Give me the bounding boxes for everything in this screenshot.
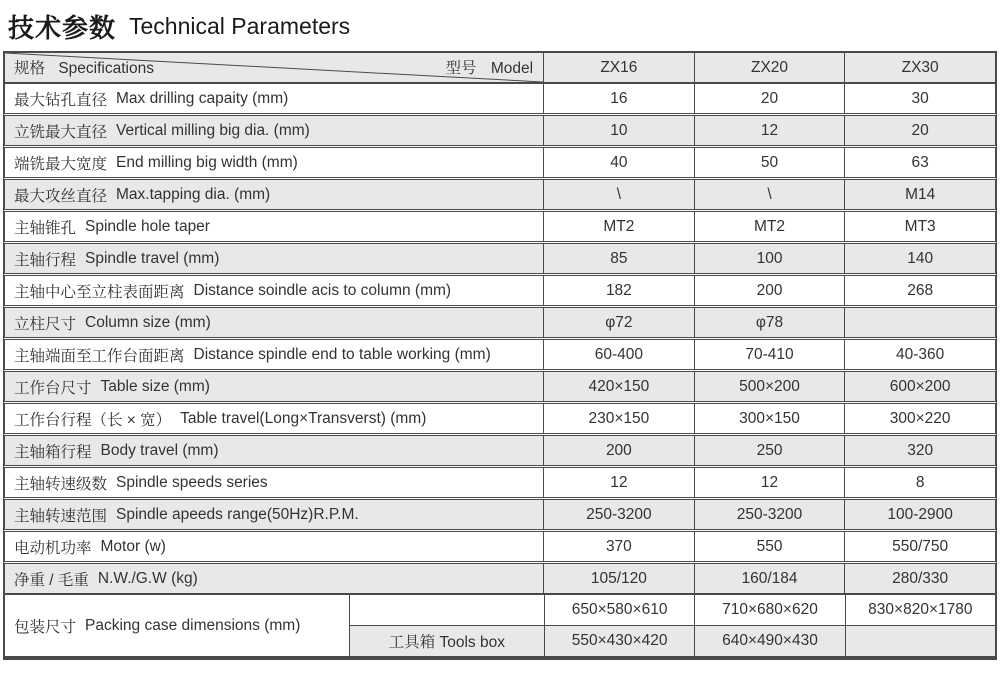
row-label-zh: 主轴中心至立柱表面距离 [14,283,185,301]
row-value-zx16: 420×150 [543,372,694,401]
table-header-row [4,52,996,83]
table-row [4,371,996,402]
row-label [5,212,543,241]
row-value-zx16: 40 [543,148,694,177]
column-header-zx20: ZX20 [694,53,845,82]
packing-case-value: 710×680×620 [694,595,844,625]
technical-parameters-table [3,51,997,660]
row-value-zx20: 160/184 [694,564,845,593]
row-label-zh: 立铣最大直径 [14,123,108,141]
row-value-zx16: 12 [543,468,694,497]
row-label-zh: 立柱尺寸 [14,315,77,333]
row-label-en: Table size (mm) [100,377,210,395]
column-header-zx16: ZX16 [543,53,694,82]
table-row [4,275,996,306]
row-label-zh: 净重 / 毛重 [14,571,89,589]
row-label-zh: 工作台尺寸 [14,379,92,397]
column-header-zx30: ZX30 [844,53,995,82]
row-label-zh: 最大攻丝直径 [14,187,108,205]
toolbox-value: 550×430×420 [544,626,694,656]
row-value-zx16: 16 [543,84,694,113]
row-label-en: Body travel (mm) [100,441,219,459]
model-header-label [446,56,534,78]
row-value-zx20: 12 [694,468,845,497]
row-label [5,532,543,561]
row-label [5,564,543,593]
table-row [4,339,996,370]
row-label [5,372,543,401]
table-body [4,83,996,594]
packing-dimensions-row [4,594,996,657]
table-row [4,531,996,562]
row-label [5,116,543,145]
row-label-zh: 主轴箱行程 [14,443,92,461]
table-row [4,147,996,178]
row-value-zx20: 20 [694,84,845,113]
row-label [5,340,543,369]
table-row [4,243,996,274]
toolbox-value: 640×490×430 [694,626,844,656]
packing-row-label-zh: 包装尺寸 [14,618,77,636]
table-row [4,179,996,210]
row-value-zx30: 320 [844,436,995,465]
row-value-zx30: 20 [844,116,995,145]
page-title [0,0,1000,45]
row-label [5,308,543,337]
row-label-en: Distance soindle acis to column (mm) [193,281,452,299]
row-value-zx20: 500×200 [694,372,845,401]
row-label-en: Max.tapping dia. (mm) [116,185,271,203]
packing-case-subrow [350,595,995,625]
row-label-zh: 端铣最大宽度 [14,155,108,173]
row-value-zx30: 550/750 [844,532,995,561]
row-value-zx20: φ78 [694,308,845,337]
row-value-zx20: 12 [694,116,845,145]
row-label [5,500,543,529]
row-label-en: Spindle travel (mm) [85,249,220,267]
table-row [4,403,996,434]
row-label [5,404,543,433]
row-label-en: Motor (w) [100,537,166,555]
toolbox-label: 工具箱 Tools box [388,634,505,651]
row-label [5,180,543,209]
row-value-zx30: 600×200 [844,372,995,401]
spec-header-label [14,56,154,78]
row-value-zx30: 100-2900 [844,500,995,529]
row-value-zx16: 85 [543,244,694,273]
row-value-zx30: 8 [844,468,995,497]
row-label-en: Spindle apeeds range(50Hz)R.P.M. [116,505,359,523]
row-label-en: Table travel(Long×Transverst) (mm) [180,409,427,427]
row-value-zx20: 250 [694,436,845,465]
row-label-en: Vertical milling big dia. (mm) [116,121,310,139]
row-value-zx20: 550 [694,532,845,561]
row-value-zx30: 63 [844,148,995,177]
packing-case-value: 830×820×1780 [845,595,995,625]
row-value-zx30: 40-360 [844,340,995,369]
row-label [5,244,543,273]
table-row [4,83,996,114]
row-value-zx16: 370 [543,532,694,561]
row-value-zx30: 30 [844,84,995,113]
row-value-zx30: 300×220 [844,404,995,433]
row-label-en: N.W./G.W (kg) [97,569,198,587]
row-value-zx16: \ [543,180,694,209]
row-label [5,436,543,465]
row-value-zx30 [844,308,995,337]
row-label [5,84,543,113]
row-value-zx30: MT3 [844,212,995,241]
row-value-zx16: 60-400 [543,340,694,369]
row-value-zx20: \ [694,180,845,209]
packing-subrows [349,595,995,656]
model-header-label-en: Model [490,60,534,77]
row-label-en: Column size (mm) [85,313,211,331]
table-row [4,307,996,338]
row-value-zx30: M14 [844,180,995,209]
row-label-en: Spindle speeds series [116,473,268,491]
packing-case-value: 650×580×610 [544,595,694,625]
row-value-zx16: 10 [543,116,694,145]
model-header-label-zh: 型号 [445,60,477,77]
table-row [4,467,996,498]
row-label-en: Distance spindle end to table working (mm) [193,345,491,363]
row-label-zh: 主轴转速级数 [14,475,108,493]
row-label [5,468,543,497]
page-title-en: Technical Parameters [129,13,351,39]
spec-header-label-en: Specifications [58,60,154,77]
row-label-zh: 主轴端面至工作台面距离 [14,347,185,365]
row-label-zh: 最大钻孔直径 [14,91,108,109]
row-value-zx20: 70-410 [694,340,845,369]
row-value-zx16: MT2 [543,212,694,241]
row-value-zx30: 268 [844,276,995,305]
row-value-zx20: MT2 [694,212,845,241]
spec-header-label-zh: 规格 [14,60,46,77]
row-label-zh: 工作台行程（长 × 宽） [14,411,172,429]
row-label-zh: 主轴行程 [14,251,77,269]
header-spec-model-cell [5,53,543,82]
table-row [4,563,996,594]
row-label [5,148,543,177]
packing-case-spacer-cell [350,595,544,625]
row-value-zx20: 50 [694,148,845,177]
table-row [4,499,996,530]
table-row [4,115,996,146]
row-value-zx20: 300×150 [694,404,845,433]
row-value-zx16: 182 [543,276,694,305]
page-title-zh: 技术参数 [8,13,117,43]
row-label-zh: 主轴锥孔 [14,219,77,237]
packing-row-label [5,595,349,656]
row-label-zh: 电动机功率 [14,539,92,557]
row-value-zx20: 200 [694,276,845,305]
row-label-zh: 主轴转速范围 [14,507,108,525]
row-value-zx16: 200 [543,436,694,465]
packing-row-label-en: Packing case dimensions (mm) [85,616,301,634]
row-value-zx16: 105/120 [543,564,694,593]
row-label-en: Spindle hole taper [85,217,210,235]
row-label-en: Max drilling capaity (mm) [116,89,289,107]
row-label [5,276,543,305]
toolbox-subrow [350,625,995,656]
row-value-zx20: 100 [694,244,845,273]
row-value-zx16: 230×150 [543,404,694,433]
row-value-zx30: 140 [844,244,995,273]
row-label-en: End milling big width (mm) [116,153,298,171]
row-value-zx16: φ72 [543,308,694,337]
toolbox-value [845,626,995,656]
row-value-zx16: 250-3200 [543,500,694,529]
table-row [4,435,996,466]
table-row [4,211,996,242]
row-value-zx30: 280/330 [844,564,995,593]
row-value-zx20: 250-3200 [694,500,845,529]
